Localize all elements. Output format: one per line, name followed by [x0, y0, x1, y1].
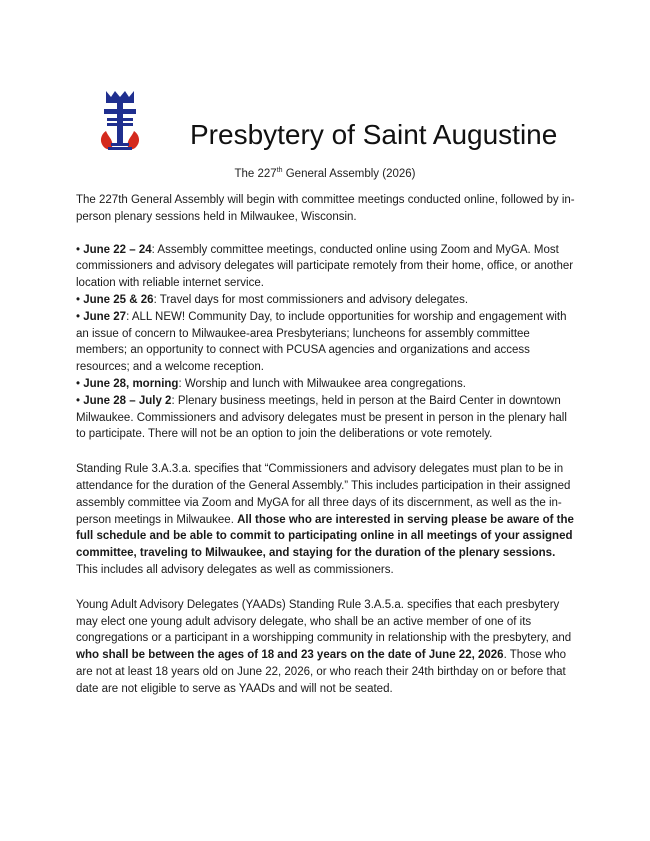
intro-paragraph: The 227th General Assembly will begin with committee meetings conducted online, followed by in-person plenary sessions held in Milwaukee, Wisconsin. — [76, 194, 575, 223]
yaad-paragraph — [76, 597, 576, 698]
schedule-text: : Worship and lunch with Milwaukee area congregations. — [178, 377, 466, 390]
bullet: • — [76, 243, 84, 256]
schedule-date: June 25 & 26 — [83, 293, 154, 306]
schedule-date: June 28, morning — [83, 377, 179, 390]
subtitle-text-rest: General Assembly (2026) — [282, 168, 416, 180]
schedule-item — [76, 242, 576, 292]
page-title: Presbytery of Saint Augustine — [190, 119, 558, 150]
schedule-text: : ALL NEW! Community Day, to include opportunities for worship and engagement with an issue of concern to Milwaukee-area Presbyterians; luncheons for assembly committee members; an opportunity to connect with PCUSA agencies and organizations and access resources; and a welcome reception. — [76, 310, 567, 374]
yaad-text-end: . Those who are not at least 18 years old on June 22, 2026, or who reach their 24th birthday on or before that date are not eligible to serve as YAADs and will not be seated. — [76, 649, 566, 695]
schedule-date: June 22 – 24 — [83, 243, 152, 256]
schedule-text: : Assembly committee meetings, conducted online using Zoom and MyGA. Most commissioners and advisory delegates will participate remotely from their home, office, or another location with reliable internet service. — [76, 243, 574, 290]
yaad-text: Young Adult Advisory Delegates (YAADs) Standing Rule 3.A.5.a. specifies that each presbytery may elect one young adult advisory delegate, who shall be an active member of one of its congregations or a participant in a worshipping community in relationship with the presbytery, and — [76, 598, 572, 645]
yaad-emphasis: who shall be between the ages of 18 and 23 years on the date of June 22, 2026 — [76, 649, 504, 662]
standing-rule-text: Standing Rule 3.A.3.a. specifies that “Commissioners and advisory delegates must plan to be in attendance for the duration of the General Assembly.” This includes participation in their assigned assembly committee via Zoom and MyGA for all three days of its discernment, as well as the in-person meetings in Milwaukee. — [76, 463, 571, 526]
schedule-item — [76, 292, 576, 309]
subtitle-superscript: th — [276, 167, 283, 175]
bullet: • — [76, 293, 84, 306]
schedule-text: : Travel days for most commissioners and advisory delegates. — [153, 293, 469, 306]
bullet: • — [76, 310, 84, 323]
subtitle-text: The 227 — [234, 168, 277, 180]
schedule-item — [76, 376, 576, 393]
bullet: • — [76, 377, 84, 390]
bullet: • — [76, 394, 84, 407]
schedule-date: June 28 – July 2 — [83, 394, 172, 407]
standing-rule-text-end: This includes all advisory delegates as well as commissioners. — [76, 563, 394, 576]
schedule-item — [76, 309, 576, 376]
schedule-list — [76, 242, 576, 444]
schedule-text: : Plenary business meetings, held in person at the Baird Center in downtown Milwaukee. Commissioners and advisory delegates must be present in person in the plenary hall to participate. There will not be an option to join the deliberations or vote remotely. — [76, 394, 567, 441]
document-body — [76, 192, 576, 698]
schedule-item — [76, 393, 576, 443]
standing-rule-emphasis: All those who are interested in serving please be aware of the full schedule and be able to commit to participating online in all meetings of your assigned committee, traveling to Milwaukee, and staying for the duration of the plenary sessions. — [76, 513, 574, 560]
page-subtitle — [0, 167, 650, 181]
standing-rule-paragraph — [76, 461, 576, 579]
presbyterian-seal-icon — [96, 87, 144, 151]
schedule-date: June 27 — [83, 310, 127, 323]
